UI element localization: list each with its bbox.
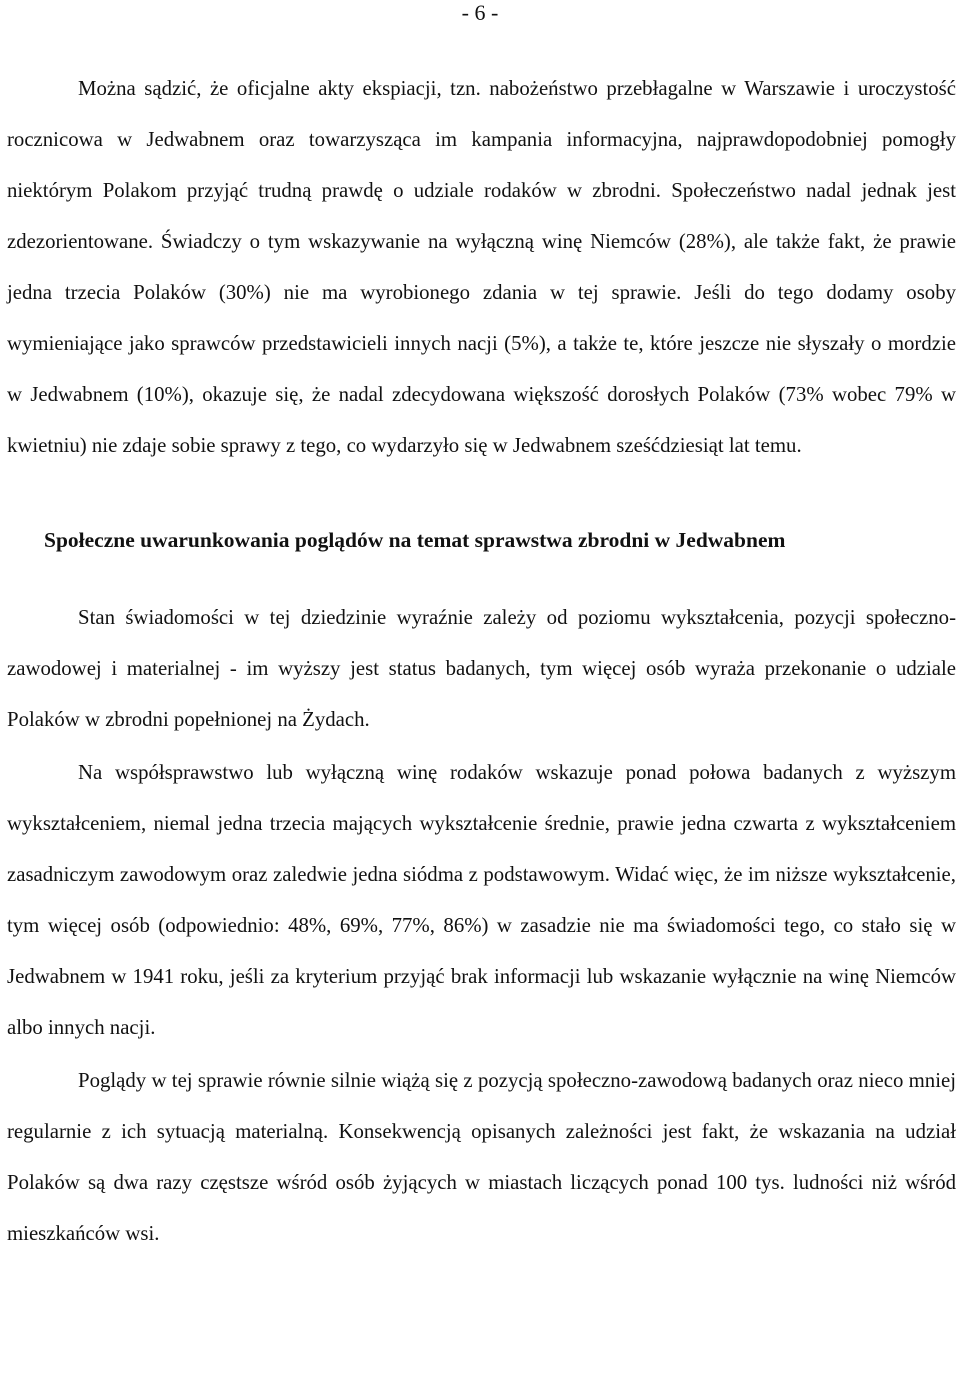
paragraph-education: Na współsprawstwo lub wyłączną winę rodaków wskazuje ponad połowa badanych z wyższym wykształceniem, niemal jedna trzecia mających wykształcenie średnie, prawie jedna czwarta z wykształceniem zasadniczym zawodowym oraz zaledwie jedna siódma z podstawowym. Widać więc, że im niższe wykształcenie, tym więcej osób (odpowiednio: 48%, 69%, 77%, 86%) w zasadzie nie ma świadomości tego, co stało się w Jedwabnem w 1941 roku, jeśli za kryterium przyjąć brak informacji lub wskazanie wyłącznie na winę Niemców albo innych nacji. — [7, 761, 956, 1039]
paragraph-public-awareness: Można sądzić, że oficjalne akty ekspiacji, tzn. nabożeństwo przebłagalne w Warszawie i uroczystość rocznicowa w Jedwabnem oraz towarzysząca im kampania informacyjna, najprawdopodobniej pomogły niektórym Polakom przyjąć trudną prawdę o udziale rodaków w zbrodni. Społeczeństwo nadal jednak jest zdezorientowane. Świadczy o tym wskazywanie na wyłączną winę Niemców (28%), ale także fakt, że prawie jedna trzecia Polaków (30%) nie ma wyrobionego zdania w tej sprawie. Jeśli do tego dodamy osoby wymieniające jako sprawców przedstawicieli innych nacji (5%), a także te, które jeszcze nie słyszały o mordzie w Jedwabnem (10%), okazuje się, że nadal zdecydowana większość dorosłych Polaków (73% wobec 79% w kwietniu) nie zdaje sobie sprawy z tego, co wydarzyło się w Jedwabnem sześćdziesiąt lat temu. — [7, 77, 956, 457]
section-heading: Społeczne uwarunkowania poglądów na temat sprawstwa zbrodni w Jedwabnem — [44, 528, 786, 552]
document-body — [7, 63, 956, 1259]
page-number: - 6 - — [461, 0, 499, 25]
paragraph-awareness-by-status: Stan świadomości w tej dziedzinie wyraźnie zależy od poziomu wykształcenia, pozycji społeczno-zawodowej i materialnej - im wyższy jest status badanych, tym więcej osób wyraża przekonanie o udziale Polaków w zbrodni popełnionej na Żydach. — [7, 606, 956, 731]
paragraph-socio-professional: Poglądy w tej sprawie równie silnie wiążą się z pozycją społeczno-zawodową badanych oraz nieco mniej regularnie z ich sytuacją materialną. Konsekwencją opisanych zależności jest fakt, że wskazania na udział Polaków są dwa razy częstsze wśród osób żyjących w miastach liczących ponad 100 tys. ludności niż wśród mieszkańców wsi. — [7, 1069, 956, 1245]
